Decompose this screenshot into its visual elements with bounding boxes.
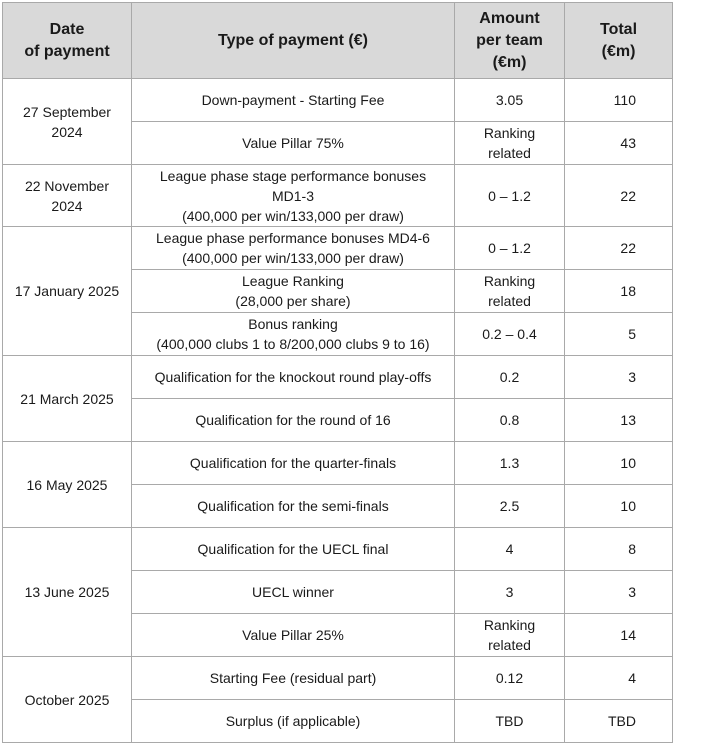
total-amount: 3 bbox=[565, 571, 673, 614]
header-amount: Amount per team (€m) bbox=[455, 3, 565, 79]
amount-per-team: 0.2 – 0.4 bbox=[455, 313, 565, 356]
total-amount: 5 bbox=[565, 313, 673, 356]
payment-date: 16 May 2025 bbox=[3, 442, 132, 528]
table-row bbox=[3, 657, 673, 700]
amount-per-team: Ranking related bbox=[455, 614, 565, 657]
total-amount: 22 bbox=[565, 165, 673, 227]
payment-type: Qualification for the round of 16 bbox=[132, 399, 455, 442]
header-type: Type of payment (€) bbox=[132, 3, 455, 79]
table-row bbox=[3, 356, 673, 399]
payment-type: Qualification for the knockout round play-offs bbox=[132, 356, 455, 399]
amount-per-team: 4 bbox=[455, 528, 565, 571]
amount-per-team: 1.3 bbox=[455, 442, 565, 485]
amount-per-team: Ranking related bbox=[455, 270, 565, 313]
payment-date: October 2025 bbox=[3, 657, 132, 743]
amount-per-team: 0 – 1.2 bbox=[455, 227, 565, 270]
table-row bbox=[3, 227, 673, 270]
header-row bbox=[3, 3, 673, 79]
payment-type: Qualification for the quarter-finals bbox=[132, 442, 455, 485]
payment-type: Down-payment - Starting Fee bbox=[132, 79, 455, 122]
total-amount: 8 bbox=[565, 528, 673, 571]
total-amount: 10 bbox=[565, 485, 673, 528]
total-amount: 43 bbox=[565, 122, 673, 165]
payment-type: Starting Fee (residual part) bbox=[132, 657, 455, 700]
amount-per-team: Ranking related bbox=[455, 122, 565, 165]
total-amount: 14 bbox=[565, 614, 673, 657]
total-amount: 22 bbox=[565, 227, 673, 270]
amount-per-team: 0.8 bbox=[455, 399, 565, 442]
table-row bbox=[3, 442, 673, 485]
payment-date: 17 January 2025 bbox=[3, 227, 132, 356]
amount-per-team: 0 – 1.2 bbox=[455, 165, 565, 227]
payment-type: League Ranking (28,000 per share) bbox=[132, 270, 455, 313]
total-amount: 110 bbox=[565, 79, 673, 122]
header-date: Date of payment bbox=[3, 3, 132, 79]
payment-type: Surplus (if applicable) bbox=[132, 700, 455, 743]
table-row bbox=[3, 528, 673, 571]
payment-date: 21 March 2025 bbox=[3, 356, 132, 442]
amount-per-team: 3 bbox=[455, 571, 565, 614]
total-amount: TBD bbox=[565, 700, 673, 743]
amount-per-team: 3.05 bbox=[455, 79, 565, 122]
payment-type: Value Pillar 75% bbox=[132, 122, 455, 165]
payment-type: League phase stage performance bonuses MD1-3 (400,000 per win/133,000 per draw) bbox=[132, 165, 455, 227]
table-row bbox=[3, 165, 673, 227]
payment-type: Qualification for the semi-finals bbox=[132, 485, 455, 528]
total-amount: 18 bbox=[565, 270, 673, 313]
payment-type: Qualification for the UECL final bbox=[132, 528, 455, 571]
total-amount: 4 bbox=[565, 657, 673, 700]
payment-date: 22 November 2024 bbox=[3, 165, 132, 227]
total-amount: 13 bbox=[565, 399, 673, 442]
amount-per-team: TBD bbox=[455, 700, 565, 743]
payment-schedule-table bbox=[2, 2, 673, 743]
payment-type: Bonus ranking (400,000 clubs 1 to 8/200,000 clubs 9 to 16) bbox=[132, 313, 455, 356]
table-row bbox=[3, 79, 673, 122]
payment-type: Value Pillar 25% bbox=[132, 614, 455, 657]
payment-date: 13 June 2025 bbox=[3, 528, 132, 657]
total-amount: 3 bbox=[565, 356, 673, 399]
amount-per-team: 0.12 bbox=[455, 657, 565, 700]
payment-type: UECL winner bbox=[132, 571, 455, 614]
amount-per-team: 2.5 bbox=[455, 485, 565, 528]
total-amount: 10 bbox=[565, 442, 673, 485]
amount-per-team: 0.2 bbox=[455, 356, 565, 399]
header-total: Total (€m) bbox=[565, 3, 673, 79]
payment-type: League phase performance bonuses MD4-6 (400,000 per win/133,000 per draw) bbox=[132, 227, 455, 270]
payment-date: 27 September 2024 bbox=[3, 79, 132, 165]
